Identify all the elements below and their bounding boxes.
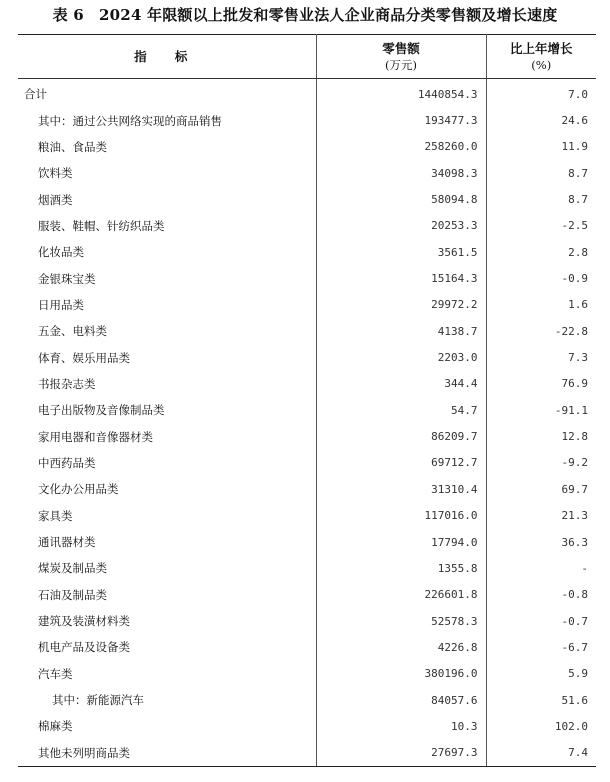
row-growth: -2.5 xyxy=(561,219,588,233)
row-label: 电子出版物及音像制品类 xyxy=(18,397,316,423)
row-growth: 36.3 xyxy=(561,535,588,549)
row-sales: 258260.0 xyxy=(316,134,486,160)
row-growth: -6.7 xyxy=(561,640,588,654)
table-row xyxy=(18,160,596,186)
row-sales: 193477.3 xyxy=(316,107,486,133)
row-label: 合计 xyxy=(18,79,316,108)
row-growth: 8.7 xyxy=(568,166,588,180)
row-label: 石油及制品类 xyxy=(18,582,316,608)
row-growth: -22.8 xyxy=(554,324,588,338)
table-row xyxy=(18,608,596,634)
row-sales: 344.4 xyxy=(316,371,486,397)
row-label: 五金、电料类 xyxy=(18,318,316,344)
row-sales: 54.7 xyxy=(316,397,486,423)
row-label: 建筑及装潢材料类 xyxy=(18,608,316,634)
table-row xyxy=(18,634,596,660)
header-sales-unit: (万元) xyxy=(385,57,417,72)
row-sales: 31310.4 xyxy=(316,476,486,502)
row-label: 服装、鞋帽、针纺织品类 xyxy=(18,213,316,239)
row-label: 烟酒类 xyxy=(18,186,316,212)
table-row xyxy=(18,476,596,502)
row-growth: 102.0 xyxy=(554,719,588,733)
row-sales: 1440854.3 xyxy=(316,79,486,108)
table-row xyxy=(18,687,596,713)
row-label: 金银珠宝类 xyxy=(18,265,316,291)
table-body xyxy=(18,79,596,767)
row-growth: 12.8 xyxy=(561,430,588,444)
row-label: 化妆品类 xyxy=(18,239,316,265)
row-sales: 17794.0 xyxy=(316,529,486,555)
row-growth: 11.9 xyxy=(561,140,588,154)
row-growth: -0.7 xyxy=(561,614,588,628)
header-growth-label: 比上年增长 xyxy=(509,40,573,56)
row-growth: 5.9 xyxy=(568,667,588,681)
row-sales: 58094.8 xyxy=(316,186,486,212)
row-sales: 4226.8 xyxy=(316,634,486,660)
table-row xyxy=(18,213,596,239)
row-sales: 84057.6 xyxy=(316,687,486,713)
table-row xyxy=(18,582,596,608)
row-sales: 86209.7 xyxy=(316,423,486,449)
table-header-row xyxy=(18,35,596,79)
row-label: 煤炭及制品类 xyxy=(18,555,316,581)
table-row xyxy=(18,318,596,344)
row-sales: 10.3 xyxy=(316,713,486,739)
row-growth: 7.3 xyxy=(568,351,588,365)
row-sales: 380196.0 xyxy=(316,661,486,687)
row-sales: 1355.8 xyxy=(316,555,486,581)
row-label: 体育、娱乐用品类 xyxy=(18,344,316,370)
row-label: 机电产品及设备类 xyxy=(18,634,316,660)
row-sales: 69712.7 xyxy=(316,450,486,476)
header-growth-unit: (%) xyxy=(531,57,552,72)
header-sales-label: 零售额 xyxy=(382,40,420,56)
row-growth: 2.8 xyxy=(568,245,588,259)
row-growth: 76.9 xyxy=(561,377,588,391)
table-title: 表 6 2024 年限额以上批发和零售业法人企业商品分类零售额及增长速度 xyxy=(52,6,558,24)
table-row xyxy=(18,503,596,529)
row-growth: -0.9 xyxy=(561,272,588,286)
row-growth: 69.7 xyxy=(561,482,588,496)
table-row xyxy=(18,265,596,291)
row-sales: 20253.3 xyxy=(316,213,486,239)
row-label: 家用电器和音像器材类 xyxy=(18,423,316,449)
table-row xyxy=(18,344,596,370)
row-sales: 29972.2 xyxy=(316,292,486,318)
header-growth xyxy=(486,35,596,79)
row-label: 粮油、食品类 xyxy=(18,134,316,160)
table-row xyxy=(18,423,596,449)
row-label: 通讯器材类 xyxy=(18,529,316,555)
row-sales: 2203.0 xyxy=(316,344,486,370)
row-growth: 8.7 xyxy=(568,193,588,207)
row-label: 家具类 xyxy=(18,503,316,529)
table-row xyxy=(18,450,596,476)
row-growth: 7.0 xyxy=(568,87,588,101)
row-growth: 21.3 xyxy=(561,509,588,523)
header-sales xyxy=(316,35,486,79)
table-row xyxy=(18,713,596,739)
table-row xyxy=(18,79,596,108)
row-label: 其中：新能源汽车 xyxy=(18,687,316,713)
row-label: 日用品类 xyxy=(18,292,316,318)
row-label: 其他未列明商品类 xyxy=(18,740,316,767)
table-row xyxy=(18,397,596,423)
row-growth: 51.6 xyxy=(561,693,588,707)
table-row xyxy=(18,371,596,397)
row-label: 其中：通过公共网络实现的商品销售 xyxy=(18,107,316,133)
table-row xyxy=(18,740,596,767)
row-sales: 15164.3 xyxy=(316,265,486,291)
row-label: 棉麻类 xyxy=(18,713,316,739)
table-row xyxy=(18,186,596,212)
row-label: 汽车类 xyxy=(18,661,316,687)
row-sales: 117016.0 xyxy=(316,503,486,529)
row-label: 中西药品类 xyxy=(18,450,316,476)
row-label: 饮料类 xyxy=(18,160,316,186)
row-sales: 226601.8 xyxy=(316,582,486,608)
table-row xyxy=(18,107,596,133)
row-sales: 34098.3 xyxy=(316,160,486,186)
header-indicator: 指 标 xyxy=(18,35,316,79)
row-sales: 52578.3 xyxy=(316,608,486,634)
table-row xyxy=(18,292,596,318)
row-growth: 1.6 xyxy=(568,298,588,312)
row-growth: - xyxy=(581,561,588,575)
row-growth: 24.6 xyxy=(561,114,588,128)
table-row xyxy=(18,661,596,687)
row-sales: 3561.5 xyxy=(316,239,486,265)
row-label: 书报杂志类 xyxy=(18,371,316,397)
row-sales: 4138.7 xyxy=(316,318,486,344)
table-row xyxy=(18,529,596,555)
row-growth: -0.8 xyxy=(561,588,588,602)
table-row xyxy=(18,555,596,581)
table-row xyxy=(18,134,596,160)
row-sales: 27697.3 xyxy=(316,740,486,767)
retail-sales-table xyxy=(18,34,596,767)
row-growth: 7.4 xyxy=(486,740,596,767)
row-growth: -9.2 xyxy=(561,456,588,470)
row-growth: -91.1 xyxy=(554,403,588,417)
row-label: 文化办公用品类 xyxy=(18,476,316,502)
table-row xyxy=(18,239,596,265)
